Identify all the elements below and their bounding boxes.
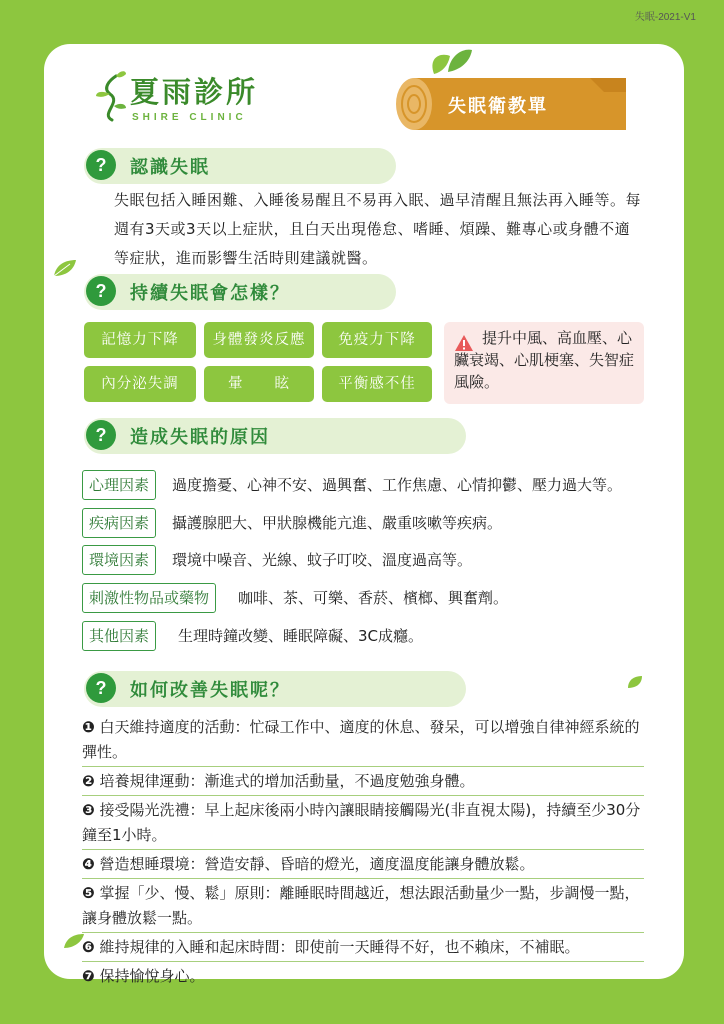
section-header-causes — [84, 418, 466, 454]
warning-text: 提升中風、高血壓、心臟衰竭、心肌梗塞、失智症風險。 — [454, 329, 635, 391]
cause-text: 攝護腺肥大、甲狀腺機能亢進、嚴重咳嗽等疾病。 — [172, 514, 503, 532]
effect-chip: 免疫力下降 — [322, 322, 432, 358]
banner-title: 失眠衛教單 — [448, 96, 548, 117]
clinic-name-english: SHIRE CLINIC — [132, 112, 247, 123]
section-title: 持續失眠會怎樣？ — [130, 283, 290, 304]
clinic-name: 夏雨診所 — [130, 75, 259, 109]
tip-text: 保持愉悅身心。 — [99, 967, 205, 985]
section-title: 認識失眠 — [130, 157, 210, 178]
bullet-number: ❻ — [82, 938, 95, 956]
cause-tag: 疾病因素 — [82, 508, 156, 538]
tips-list — [82, 714, 644, 991]
effect-chip: 內分泌失調 — [84, 366, 196, 402]
question-icon: ? — [86, 276, 116, 306]
bullet-number: ❼ — [82, 967, 95, 985]
cause-tag: 環境因素 — [82, 545, 156, 575]
cause-tag: 其他因素 — [82, 621, 156, 651]
leaf-icon — [52, 258, 78, 278]
cause-text: 過度擔憂、心神不安、過興奮、工作焦慮、心情抑鬱、壓力過大等。 — [172, 476, 623, 494]
tip-text: 培養規律運動：漸進式的增加活動量，不過度勉強身體。 — [99, 772, 475, 790]
question-icon: ? — [86, 673, 116, 703]
intro-paragraph: 失眠包括入睡困難、入睡後易醒且不易再入眠、過早清醒且無法再入睡等。每週有3天或3天以上症狀，且白天出現倦怠、嗜睡、煩躁、難專心或身體不適等症狀，進而影響生活時則建議就醫。 — [114, 191, 642, 267]
bullet-number: ❶ — [82, 718, 95, 736]
cause-tag: 心理因素 — [82, 470, 156, 500]
list-item — [82, 714, 644, 767]
cause-tag: 刺激性物品或藥物 — [82, 583, 216, 613]
cause-text: 生理時鐘改變、睡眠障礙、3C成癮。 — [178, 627, 424, 645]
bullet-number: ❹ — [82, 855, 95, 873]
section-title: 如何改善失眠呢？ — [130, 680, 290, 701]
bullet-number: ❸ — [82, 801, 95, 819]
list-item — [82, 963, 644, 990]
bullet-number: ❷ — [82, 772, 95, 790]
list-item — [82, 797, 644, 850]
leaf-icon — [626, 674, 644, 690]
section-header-understand — [84, 148, 396, 184]
document-id: 失眠-2021-V1 — [634, 12, 696, 23]
tip-text: 營造想睡環境：營造安靜、昏暗的燈光，適度溫度能讓身體放鬆。 — [99, 855, 535, 873]
section-header-consequences — [84, 274, 396, 310]
cause-text: 環境中噪音、光線、蚊子叮咬、溫度過高等。 — [172, 551, 473, 569]
list-item — [82, 768, 644, 796]
tip-text: 掌握「少、慢、鬆」原則：離睡眠時間越近，想法跟活動量少一點，步調慢一點，讓身體放鬆一點。 — [82, 884, 640, 927]
list-item — [82, 880, 644, 933]
question-icon: ? — [86, 420, 116, 450]
effect-chip: 記憶力下降 — [84, 322, 196, 358]
tip-text: 維持規律的入睡和起床時間：即使前一天睡得不好，也不賴床，不補眠。 — [99, 938, 580, 956]
section-header-improve — [84, 671, 466, 707]
tip-text: 白天維持適度的活動：忙碌工作中、適度的休息、發呆，可以增強自律神經系統的彈性。 — [82, 718, 640, 761]
sprout-logo-icon — [92, 68, 128, 124]
effect-chip: 平衡感不佳 — [322, 366, 432, 402]
question-icon: ? — [86, 150, 116, 180]
clinic-logo — [92, 68, 262, 128]
bullet-number: ❺ — [82, 884, 95, 902]
section-title: 造成失眠的原因 — [130, 427, 270, 448]
cause-text: 咖啡、茶、可樂、香菸、檳榔、興奮劑。 — [238, 589, 509, 607]
list-item — [82, 851, 644, 879]
warning-box — [444, 322, 644, 404]
effect-chip: 暈 眩 — [204, 366, 314, 402]
list-item — [82, 934, 644, 962]
tip-text: 接受陽光洗禮：早上起床後兩小時內讓眼睛接觸陽光(非直視太陽)，持續至少30分鐘至1小時。 — [82, 801, 641, 844]
effect-chip: 身體發炎反應 — [204, 322, 314, 358]
